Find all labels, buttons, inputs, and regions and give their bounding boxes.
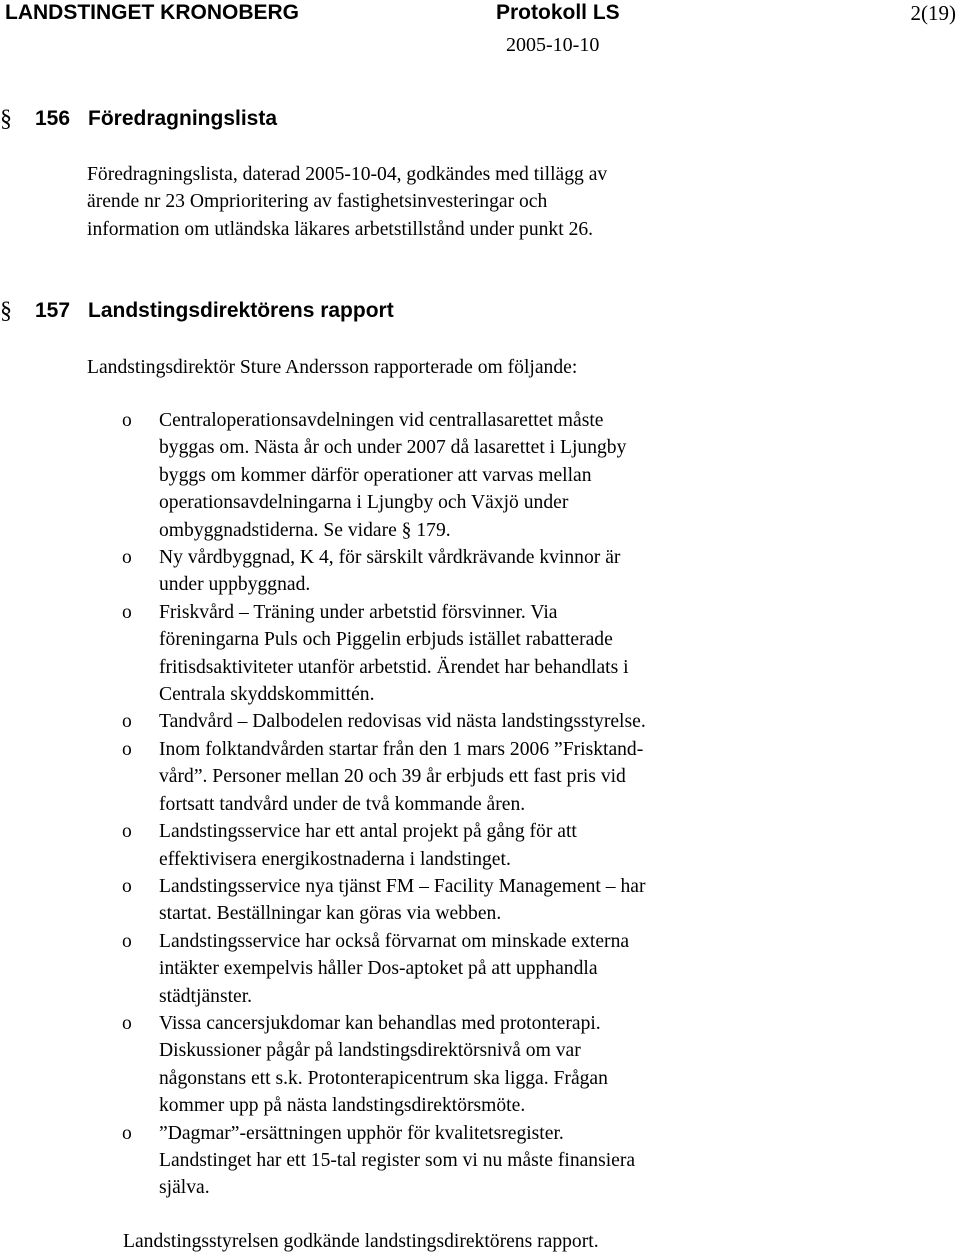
- bullet-line: Landstingsservice har ett antal projekt på gång för att: [159, 821, 577, 843]
- section-symbol: §: [0, 298, 12, 324]
- bullet-text: [159, 818, 960, 873]
- section-title: Landstingsdirektörens rapport: [88, 299, 394, 322]
- bullet-text: [159, 736, 960, 818]
- bullet-marker: o: [122, 1122, 132, 1144]
- page-number: 2(19): [910, 1, 956, 25]
- bullet-line: fritisdsaktiviteter utanför arbetstid. Ärendet har behandlats i: [159, 656, 629, 678]
- bullet-text: [159, 928, 960, 1010]
- section-heading-156: [0, 106, 600, 136]
- bullet-line: ”Dagmar”-ersättningen upphör för kvalitetsregister.: [159, 1122, 564, 1144]
- bullet-line: vård”. Personer mellan 20 och 39 år erbjuds ett fast pris vid: [159, 766, 626, 788]
- bullet-line: Friskvård – Träning under arbetstid försvinner. Via: [159, 601, 558, 623]
- organization-name: LANDSTINGET KRONOBERG: [5, 1, 299, 24]
- document-title: Protokoll LS: [496, 1, 620, 24]
- bullet-marker: o: [122, 1012, 132, 1034]
- bullet-line: Landstinget har ett 15-tal register som vi nu måste finansiera: [159, 1149, 636, 1171]
- list-item: [0, 599, 960, 709]
- document-date: 2005-10-10: [506, 34, 600, 56]
- bullet-line: effektivisera energikostnaderna i landstinget.: [159, 848, 511, 870]
- bullet-text: [159, 708, 960, 735]
- list-item: [0, 736, 960, 818]
- bullet-line: startat. Beställningar kan göras via webben.: [159, 903, 502, 925]
- section-heading-157: [0, 298, 600, 328]
- bullet-line: kommer upp på nästa landstingsdirektörsmöte.: [159, 1095, 526, 1117]
- bullet-marker: o: [122, 821, 132, 843]
- bullet-line: operationsavdelningarna i Ljungby och Växjö under: [159, 492, 569, 514]
- bullet-line: föreningarna Puls och Piggelin erbjuds istället rabatterade: [159, 629, 613, 651]
- bullet-line: under uppbyggnad.: [159, 574, 311, 596]
- list-item: [0, 407, 960, 544]
- bullet-line: någonstans ett s.k. Protonterapicentrum ska ligga. Frågan: [159, 1067, 608, 1089]
- paragraph-line: information om utländska läkares arbetstillstånd under punkt 26.: [87, 218, 594, 240]
- section-symbol: §: [0, 106, 12, 132]
- bullet-marker: o: [122, 875, 132, 897]
- bullet-marker: o: [122, 711, 132, 733]
- bullet-line: Ny vårdbyggnad, K 4, för särskilt vårdkrävande kvinnor är: [159, 547, 621, 569]
- bullet-line: Centraloperationsavdelningen vid centrallasarettet måste: [159, 410, 604, 431]
- bullet-text: [159, 1010, 960, 1120]
- bullet-text: [159, 544, 960, 599]
- bullet-line: intäkter exempelvis håller Dos-aptoket på att upphandla: [159, 958, 598, 980]
- bullet-line: Diskussioner pågår på landstingsdirektörsnivå om var: [159, 1040, 581, 1062]
- section-number: 157: [35, 299, 71, 322]
- bullet-line: Centrala skyddskommittén.: [159, 684, 375, 706]
- bullet-line: byggs om kommer därför operationer att varvas mellan: [159, 464, 592, 486]
- bullet-marker: o: [122, 738, 132, 760]
- bullet-text: [159, 873, 960, 928]
- bullet-text: [159, 407, 960, 544]
- bullet-line: Landstingsservice har också förvarnat om minskade externa: [159, 930, 630, 952]
- bullet-marker: o: [122, 547, 132, 569]
- list-item: [0, 708, 960, 735]
- bullet-marker: o: [122, 930, 132, 952]
- list-item: [0, 544, 960, 599]
- bullet-line: Vissa cancersjukdomar kan behandlas med protonterapi.: [159, 1012, 601, 1034]
- section-title: Föredragningslista: [88, 107, 278, 130]
- bullet-marker: o: [122, 410, 132, 431]
- section-157-intro: [87, 354, 767, 381]
- section-156-paragraph: [87, 161, 767, 243]
- bullet-line: själva.: [159, 1177, 210, 1199]
- bullet-line: ombyggnadstiderna. Se vidare § 179.: [159, 519, 451, 541]
- list-item: [0, 873, 960, 928]
- bullet-line: Inom folktandvården startar från den 1 mars 2006 ”Frisktand-: [159, 738, 644, 760]
- bullet-line: Landstingsservice nya tjänst FM – Facility Management – har: [159, 875, 646, 897]
- bullet-text: [159, 1120, 960, 1202]
- bullet-line: Tandvård – Dalbodelen redovisas vid nästa landstingsstyrelse.: [159, 711, 646, 733]
- section-number: 156: [35, 107, 71, 130]
- list-item: [0, 928, 960, 1010]
- bullet-line: byggas om. Nästa år och under 2007 då lasarettet i Ljungby: [159, 437, 627, 459]
- report-bullet-list: [0, 407, 960, 1202]
- bullet-line: städtjänster.: [159, 985, 253, 1007]
- page-header: [0, 0, 960, 30]
- paragraph-line: Föredragningslista, daterad 2005-10-04, godkändes med tillägg av: [87, 164, 608, 185]
- closing-statement: Landstingsstyrelsen godkände landstingsdirektörens rapport.: [123, 1231, 599, 1252]
- list-item: [0, 1010, 960, 1120]
- bullet-marker: o: [122, 601, 132, 623]
- paragraph-line: Landstingsdirektör Sture Andersson rapporterade om följande:: [87, 357, 578, 378]
- list-item: [0, 818, 960, 873]
- paragraph-line: ärende nr 23 Omprioritering av fastighetsinvesteringar och: [87, 191, 548, 213]
- bullet-line: fortsatt tandvård under de två kommande åren.: [159, 793, 526, 815]
- bullet-text: [159, 599, 960, 709]
- list-item: [0, 1120, 960, 1202]
